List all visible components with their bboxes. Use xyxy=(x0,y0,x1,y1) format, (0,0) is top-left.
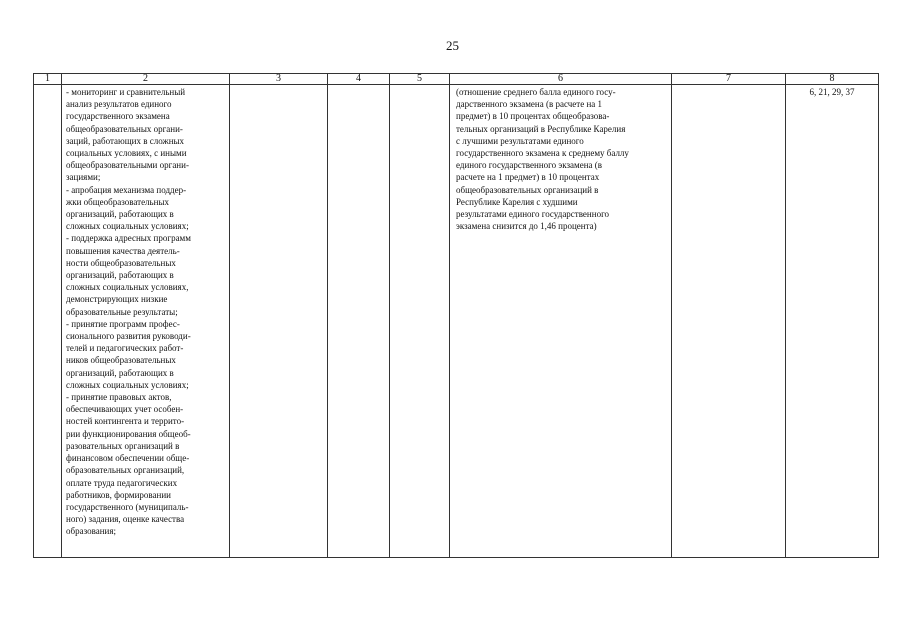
cell-col2 xyxy=(62,85,230,558)
page-number: 25 xyxy=(446,38,459,53)
column-header-4: 4 xyxy=(328,74,390,85)
table-header-row xyxy=(34,74,879,85)
indicator-description-text: (отношение среднего балла единого госу- дарственного экзамена (в расчете на 1 предмет) в 10 процентах общеобразова- тельных организаций в Республике Карелия с лучшими результатами единого государственного экзамена к среднему баллу единого государственного экзамена (в расчете на 1 предмет) в 10 процентах общеобразовательных организаций в Республике Карелия с худшими результатами единого государственного экзамена снизится до 1,46 процента) xyxy=(456,87,629,232)
document-table xyxy=(33,73,879,558)
cell-col5 xyxy=(390,85,450,558)
cell-col3 xyxy=(230,85,328,558)
cell-col1-text xyxy=(34,85,61,86)
reference-numbers-text: 6, 21, 29, 37 xyxy=(809,87,855,97)
cell-col3-text xyxy=(230,85,327,86)
column-header-8: 8 xyxy=(786,74,879,85)
column-header-5: 5 xyxy=(390,74,450,85)
cell-col7-text xyxy=(672,85,785,86)
cell-col6 xyxy=(450,85,672,558)
activities-list-text: - мониторинг и сравнительный анализ результатов единого государственного экзамена общеобразовательных органи- заций, работающих в сложных социальных условиях, с иными общеобразовательными органи- зациями; - апробация механизма поддер- жки общеобразовательных организаций, работающих в сложных социальных условиях; - поддержка адресных программ повышения качества деятель- ности общеобразовательных организаций, работающих в сложных социальных условиях, демонстрирующих низкие образовательные результаты; - принятие программ профес- сионального развития руководи- телей и педагогических работ- ников общеобразовательных организаций, работающих в сложных социальных условиях; - принятие правовых актов, обеспечивающих учет особен- ностей контингента и террито- рии функционирования общеоб- разовательных организаций в финансовом обеспечении обще- образовательных организаций, оплате труда педагогических работников, формировании государственного (муниципаль- ного) задания, оценке качества образования; xyxy=(66,87,191,537)
column-header-7: 7 xyxy=(672,74,786,85)
column-header-6: 6 xyxy=(450,74,672,85)
cell-col8 xyxy=(786,85,879,558)
cell-col7 xyxy=(672,85,786,558)
cell-col5-text xyxy=(390,85,449,86)
cell-col4 xyxy=(328,85,390,558)
cell-col4-text xyxy=(328,85,389,86)
column-header-2: 2 xyxy=(62,74,230,85)
cell-col1 xyxy=(34,85,62,558)
column-header-1: 1 xyxy=(34,74,62,85)
table-row xyxy=(34,85,879,558)
column-header-3: 3 xyxy=(230,74,328,85)
